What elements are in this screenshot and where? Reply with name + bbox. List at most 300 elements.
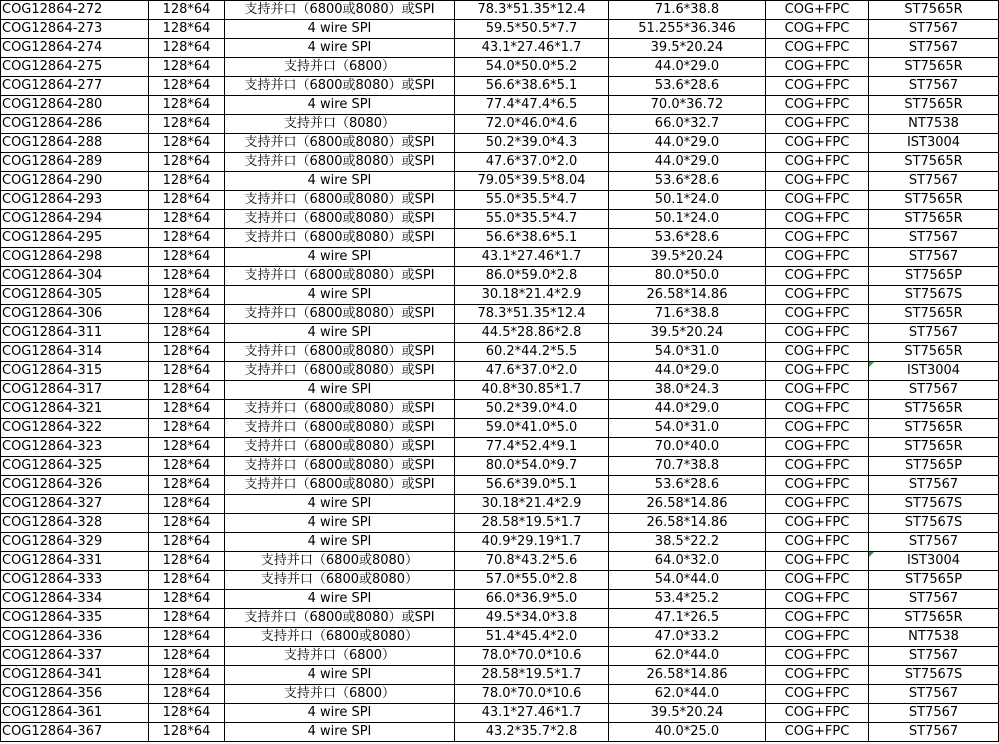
table-row[interactable]	[1, 210, 999, 229]
cell-interface[interactable]	[225, 77, 455, 96]
cell-viewing-area[interactable]	[609, 210, 766, 229]
cell-type[interactable]	[766, 723, 869, 742]
cell-resolution[interactable]	[149, 305, 225, 324]
cell-viewing-area[interactable]	[609, 419, 766, 438]
cell-resolution[interactable]	[149, 96, 225, 115]
cell-type[interactable]	[766, 552, 869, 571]
cell-type[interactable]	[766, 704, 869, 723]
cell-outline-size[interactable]	[455, 58, 609, 77]
cell-resolution[interactable]	[149, 134, 225, 153]
cell-outline-size[interactable]	[455, 609, 609, 628]
cell-viewing-area[interactable]	[609, 362, 766, 381]
cell-type[interactable]	[766, 666, 869, 685]
cell-type[interactable]	[766, 305, 869, 324]
cell-viewing-area[interactable]	[609, 248, 766, 267]
cell-interface[interactable]	[225, 362, 455, 381]
table-row[interactable]	[1, 419, 999, 438]
table-row[interactable]	[1, 305, 999, 324]
cell-resolution[interactable]	[149, 419, 225, 438]
table-row[interactable]	[1, 723, 999, 742]
cell-interface[interactable]	[225, 172, 455, 191]
cell-resolution[interactable]	[149, 248, 225, 267]
cell-interface[interactable]	[225, 229, 455, 248]
cell-viewing-area[interactable]	[609, 305, 766, 324]
cell-viewing-area[interactable]	[609, 495, 766, 514]
cell-controller-ic[interactable]	[869, 666, 999, 685]
table-row[interactable]	[1, 248, 999, 267]
cell-controller-ic[interactable]	[869, 438, 999, 457]
cell-controller-ic[interactable]	[869, 77, 999, 96]
cell-model[interactable]	[1, 324, 149, 343]
cell-model[interactable]	[1, 286, 149, 305]
cell-resolution[interactable]	[149, 229, 225, 248]
cell-type[interactable]	[766, 533, 869, 552]
cell-interface[interactable]	[225, 666, 455, 685]
cell-type[interactable]	[766, 438, 869, 457]
table-row[interactable]	[1, 267, 999, 286]
cell-viewing-area[interactable]	[609, 533, 766, 552]
cell-model[interactable]	[1, 723, 149, 742]
cell-type[interactable]	[766, 457, 869, 476]
table-row[interactable]	[1, 286, 999, 305]
table-row[interactable]	[1, 172, 999, 191]
cell-type[interactable]	[766, 58, 869, 77]
cell-viewing-area[interactable]	[609, 153, 766, 172]
cell-controller-ic[interactable]	[869, 476, 999, 495]
cell-outline-size[interactable]	[455, 210, 609, 229]
cell-interface[interactable]	[225, 96, 455, 115]
cell-controller-ic[interactable]	[869, 324, 999, 343]
cell-type[interactable]	[766, 476, 869, 495]
cell-interface[interactable]	[225, 248, 455, 267]
cell-viewing-area[interactable]	[609, 438, 766, 457]
cell-model[interactable]	[1, 1, 149, 20]
cell-model[interactable]	[1, 400, 149, 419]
cell-model[interactable]	[1, 305, 149, 324]
cell-model[interactable]	[1, 590, 149, 609]
cell-model[interactable]	[1, 438, 149, 457]
cell-model[interactable]	[1, 476, 149, 495]
cell-model[interactable]	[1, 77, 149, 96]
cell-resolution[interactable]	[149, 20, 225, 39]
cell-outline-size[interactable]	[455, 20, 609, 39]
cell-type[interactable]	[766, 134, 869, 153]
cell-model[interactable]	[1, 704, 149, 723]
cell-model[interactable]	[1, 96, 149, 115]
cell-interface[interactable]	[225, 39, 455, 58]
cell-outline-size[interactable]	[455, 590, 609, 609]
cell-viewing-area[interactable]	[609, 476, 766, 495]
cell-controller-ic[interactable]	[869, 191, 999, 210]
cell-model[interactable]	[1, 381, 149, 400]
cell-model[interactable]	[1, 362, 149, 381]
cell-interface[interactable]	[225, 400, 455, 419]
cell-interface[interactable]	[225, 210, 455, 229]
cell-model[interactable]	[1, 153, 149, 172]
cell-type[interactable]	[766, 191, 869, 210]
cell-resolution[interactable]	[149, 210, 225, 229]
cell-viewing-area[interactable]	[609, 115, 766, 134]
cell-interface[interactable]	[225, 609, 455, 628]
cell-resolution[interactable]	[149, 723, 225, 742]
cell-viewing-area[interactable]	[609, 685, 766, 704]
cell-interface[interactable]	[225, 419, 455, 438]
cell-interface[interactable]	[225, 286, 455, 305]
table-row[interactable]	[1, 20, 999, 39]
cell-type[interactable]	[766, 172, 869, 191]
cell-viewing-area[interactable]	[609, 134, 766, 153]
cell-interface[interactable]	[225, 590, 455, 609]
table-row[interactable]	[1, 609, 999, 628]
cell-viewing-area[interactable]	[609, 343, 766, 362]
cell-controller-ic[interactable]	[869, 134, 999, 153]
cell-viewing-area[interactable]	[609, 704, 766, 723]
cell-resolution[interactable]	[149, 172, 225, 191]
cell-outline-size[interactable]	[455, 552, 609, 571]
cell-interface[interactable]	[225, 647, 455, 666]
cell-type[interactable]	[766, 96, 869, 115]
table-row[interactable]	[1, 666, 999, 685]
cell-resolution[interactable]	[149, 476, 225, 495]
cell-interface[interactable]	[225, 704, 455, 723]
table-row[interactable]	[1, 77, 999, 96]
cell-resolution[interactable]	[149, 1, 225, 20]
cell-interface[interactable]	[225, 552, 455, 571]
cell-outline-size[interactable]	[455, 1, 609, 20]
cell-interface[interactable]	[225, 305, 455, 324]
cell-controller-ic[interactable]	[869, 381, 999, 400]
cell-interface[interactable]	[225, 267, 455, 286]
cell-resolution[interactable]	[149, 704, 225, 723]
cell-controller-ic[interactable]	[869, 609, 999, 628]
cell-controller-ic[interactable]	[869, 248, 999, 267]
cell-type[interactable]	[766, 39, 869, 58]
cell-controller-ic[interactable]	[869, 400, 999, 419]
cell-model[interactable]	[1, 647, 149, 666]
cell-interface[interactable]	[225, 514, 455, 533]
cell-model[interactable]	[1, 248, 149, 267]
cell-viewing-area[interactable]	[609, 628, 766, 647]
cell-outline-size[interactable]	[455, 286, 609, 305]
table-row[interactable]	[1, 343, 999, 362]
cell-outline-size[interactable]	[455, 571, 609, 590]
cell-type[interactable]	[766, 229, 869, 248]
cell-controller-ic[interactable]	[869, 229, 999, 248]
table-row[interactable]	[1, 39, 999, 58]
cell-resolution[interactable]	[149, 267, 225, 286]
cell-outline-size[interactable]	[455, 514, 609, 533]
table-row[interactable]	[1, 96, 999, 115]
cell-interface[interactable]	[225, 495, 455, 514]
cell-type[interactable]	[766, 210, 869, 229]
table-row[interactable]	[1, 685, 999, 704]
cell-viewing-area[interactable]	[609, 590, 766, 609]
cell-interface[interactable]	[225, 115, 455, 134]
cell-resolution[interactable]	[149, 324, 225, 343]
cell-viewing-area[interactable]	[609, 571, 766, 590]
cell-outline-size[interactable]	[455, 647, 609, 666]
cell-viewing-area[interactable]	[609, 400, 766, 419]
table-row[interactable]	[1, 457, 999, 476]
cell-interface[interactable]	[225, 58, 455, 77]
cell-controller-ic[interactable]	[869, 647, 999, 666]
table-row[interactable]	[1, 438, 999, 457]
cell-model[interactable]	[1, 609, 149, 628]
table-row[interactable]	[1, 590, 999, 609]
table-row[interactable]	[1, 400, 999, 419]
cell-controller-ic[interactable]	[869, 723, 999, 742]
cell-type[interactable]	[766, 419, 869, 438]
cell-outline-size[interactable]	[455, 476, 609, 495]
cell-model[interactable]	[1, 666, 149, 685]
cell-type[interactable]	[766, 381, 869, 400]
cell-resolution[interactable]	[149, 647, 225, 666]
cell-resolution[interactable]	[149, 666, 225, 685]
cell-type[interactable]	[766, 77, 869, 96]
cell-interface[interactable]	[225, 571, 455, 590]
cell-outline-size[interactable]	[455, 723, 609, 742]
cell-resolution[interactable]	[149, 381, 225, 400]
table-row[interactable]	[1, 191, 999, 210]
cell-model[interactable]	[1, 419, 149, 438]
cell-outline-size[interactable]	[455, 704, 609, 723]
cell-resolution[interactable]	[149, 191, 225, 210]
cell-resolution[interactable]	[149, 438, 225, 457]
cell-viewing-area[interactable]	[609, 229, 766, 248]
cell-type[interactable]	[766, 685, 869, 704]
cell-resolution[interactable]	[149, 77, 225, 96]
cell-resolution[interactable]	[149, 609, 225, 628]
cell-controller-ic[interactable]	[869, 153, 999, 172]
cell-viewing-area[interactable]	[609, 324, 766, 343]
table-row[interactable]	[1, 1, 999, 20]
cell-model[interactable]	[1, 267, 149, 286]
cell-model[interactable]	[1, 20, 149, 39]
cell-model[interactable]	[1, 229, 149, 248]
table-row[interactable]	[1, 115, 999, 134]
cell-outline-size[interactable]	[455, 115, 609, 134]
cell-viewing-area[interactable]	[609, 267, 766, 286]
table-row[interactable]	[1, 134, 999, 153]
cell-viewing-area[interactable]	[609, 96, 766, 115]
cell-outline-size[interactable]	[455, 419, 609, 438]
cell-outline-size[interactable]	[455, 495, 609, 514]
table-row[interactable]	[1, 476, 999, 495]
cell-type[interactable]	[766, 495, 869, 514]
cell-outline-size[interactable]	[455, 39, 609, 58]
cell-controller-ic[interactable]	[869, 39, 999, 58]
cell-interface[interactable]	[225, 438, 455, 457]
cell-outline-size[interactable]	[455, 324, 609, 343]
cell-type[interactable]	[766, 628, 869, 647]
cell-model[interactable]	[1, 210, 149, 229]
cell-resolution[interactable]	[149, 495, 225, 514]
table-row[interactable]	[1, 571, 999, 590]
cell-model[interactable]	[1, 58, 149, 77]
cell-model[interactable]	[1, 552, 149, 571]
cell-type[interactable]	[766, 115, 869, 134]
cell-model[interactable]	[1, 571, 149, 590]
table-row[interactable]	[1, 381, 999, 400]
cell-resolution[interactable]	[149, 58, 225, 77]
cell-controller-ic[interactable]	[869, 514, 999, 533]
cell-interface[interactable]	[225, 134, 455, 153]
comment-indicator-icon[interactable]	[869, 362, 874, 367]
cell-outline-size[interactable]	[455, 666, 609, 685]
cell-outline-size[interactable]	[455, 96, 609, 115]
cell-interface[interactable]	[225, 685, 455, 704]
cell-interface[interactable]	[225, 476, 455, 495]
table-row[interactable]	[1, 514, 999, 533]
cell-model[interactable]	[1, 115, 149, 134]
table-row[interactable]	[1, 704, 999, 723]
cell-interface[interactable]	[225, 457, 455, 476]
cell-controller-ic[interactable]	[869, 286, 999, 305]
table-row[interactable]	[1, 647, 999, 666]
cell-type[interactable]	[766, 248, 869, 267]
cell-controller-ic[interactable]	[869, 210, 999, 229]
cell-outline-size[interactable]	[455, 248, 609, 267]
cell-interface[interactable]	[225, 1, 455, 20]
cell-resolution[interactable]	[149, 286, 225, 305]
cell-outline-size[interactable]	[455, 191, 609, 210]
cell-interface[interactable]	[225, 191, 455, 210]
cell-resolution[interactable]	[149, 400, 225, 419]
cell-outline-size[interactable]	[455, 438, 609, 457]
cell-outline-size[interactable]	[455, 172, 609, 191]
cell-model[interactable]	[1, 495, 149, 514]
cell-controller-ic[interactable]	[869, 495, 999, 514]
cell-controller-ic[interactable]	[869, 20, 999, 39]
cell-viewing-area[interactable]	[609, 191, 766, 210]
cell-resolution[interactable]	[149, 533, 225, 552]
cell-viewing-area[interactable]	[609, 609, 766, 628]
cell-controller-ic[interactable]	[869, 267, 999, 286]
table-row[interactable]	[1, 552, 999, 571]
cell-interface[interactable]	[225, 20, 455, 39]
table-row[interactable]	[1, 58, 999, 77]
cell-type[interactable]	[766, 647, 869, 666]
cell-controller-ic[interactable]	[869, 362, 999, 381]
cell-viewing-area[interactable]	[609, 286, 766, 305]
cell-viewing-area[interactable]	[609, 514, 766, 533]
cell-model[interactable]	[1, 685, 149, 704]
cell-model[interactable]	[1, 533, 149, 552]
cell-interface[interactable]	[225, 723, 455, 742]
cell-type[interactable]	[766, 590, 869, 609]
cell-type[interactable]	[766, 362, 869, 381]
cell-outline-size[interactable]	[455, 685, 609, 704]
cell-interface[interactable]	[225, 343, 455, 362]
cell-controller-ic[interactable]	[869, 457, 999, 476]
cell-viewing-area[interactable]	[609, 647, 766, 666]
table-row[interactable]	[1, 628, 999, 647]
cell-type[interactable]	[766, 324, 869, 343]
cell-viewing-area[interactable]	[609, 172, 766, 191]
table-row[interactable]	[1, 495, 999, 514]
cell-viewing-area[interactable]	[609, 39, 766, 58]
cell-model[interactable]	[1, 514, 149, 533]
cell-resolution[interactable]	[149, 628, 225, 647]
cell-viewing-area[interactable]	[609, 58, 766, 77]
cell-controller-ic[interactable]	[869, 343, 999, 362]
cell-controller-ic[interactable]	[869, 704, 999, 723]
cell-type[interactable]	[766, 1, 869, 20]
cell-type[interactable]	[766, 609, 869, 628]
cell-outline-size[interactable]	[455, 267, 609, 286]
cell-type[interactable]	[766, 343, 869, 362]
cell-resolution[interactable]	[149, 514, 225, 533]
cell-type[interactable]	[766, 514, 869, 533]
cell-outline-size[interactable]	[455, 77, 609, 96]
cell-resolution[interactable]	[149, 362, 225, 381]
cell-resolution[interactable]	[149, 571, 225, 590]
cell-type[interactable]	[766, 400, 869, 419]
cell-model[interactable]	[1, 457, 149, 476]
cell-viewing-area[interactable]	[609, 77, 766, 96]
cell-controller-ic[interactable]	[869, 552, 999, 571]
cell-viewing-area[interactable]	[609, 723, 766, 742]
cell-interface[interactable]	[225, 324, 455, 343]
cell-model[interactable]	[1, 134, 149, 153]
cell-controller-ic[interactable]	[869, 571, 999, 590]
cell-outline-size[interactable]	[455, 400, 609, 419]
cell-outline-size[interactable]	[455, 229, 609, 248]
cell-outline-size[interactable]	[455, 457, 609, 476]
cell-type[interactable]	[766, 153, 869, 172]
cell-controller-ic[interactable]	[869, 685, 999, 704]
cell-resolution[interactable]	[149, 153, 225, 172]
cell-model[interactable]	[1, 628, 149, 647]
cell-resolution[interactable]	[149, 39, 225, 58]
cell-type[interactable]	[766, 571, 869, 590]
cell-viewing-area[interactable]	[609, 20, 766, 39]
cell-type[interactable]	[766, 286, 869, 305]
cell-controller-ic[interactable]	[869, 1, 999, 20]
cell-model[interactable]	[1, 191, 149, 210]
cell-type[interactable]	[766, 20, 869, 39]
cell-viewing-area[interactable]	[609, 1, 766, 20]
table-row[interactable]	[1, 229, 999, 248]
cell-outline-size[interactable]	[455, 305, 609, 324]
cell-model[interactable]	[1, 343, 149, 362]
comment-indicator-icon[interactable]	[869, 552, 874, 557]
cell-interface[interactable]	[225, 533, 455, 552]
cell-viewing-area[interactable]	[609, 552, 766, 571]
cell-controller-ic[interactable]	[869, 96, 999, 115]
cell-type[interactable]	[766, 267, 869, 286]
table-row[interactable]	[1, 324, 999, 343]
cell-model[interactable]	[1, 39, 149, 58]
cell-viewing-area[interactable]	[609, 457, 766, 476]
cell-interface[interactable]	[225, 628, 455, 647]
cell-interface[interactable]	[225, 381, 455, 400]
cell-controller-ic[interactable]	[869, 172, 999, 191]
table-row[interactable]	[1, 153, 999, 172]
cell-controller-ic[interactable]	[869, 115, 999, 134]
cell-resolution[interactable]	[149, 552, 225, 571]
cell-outline-size[interactable]	[455, 533, 609, 552]
cell-controller-ic[interactable]	[869, 305, 999, 324]
cell-interface[interactable]	[225, 153, 455, 172]
table-row[interactable]	[1, 533, 999, 552]
table-row[interactable]	[1, 362, 999, 381]
cell-outline-size[interactable]	[455, 134, 609, 153]
cell-outline-size[interactable]	[455, 381, 609, 400]
cell-outline-size[interactable]	[455, 153, 609, 172]
cell-controller-ic[interactable]	[869, 628, 999, 647]
cell-resolution[interactable]	[149, 343, 225, 362]
